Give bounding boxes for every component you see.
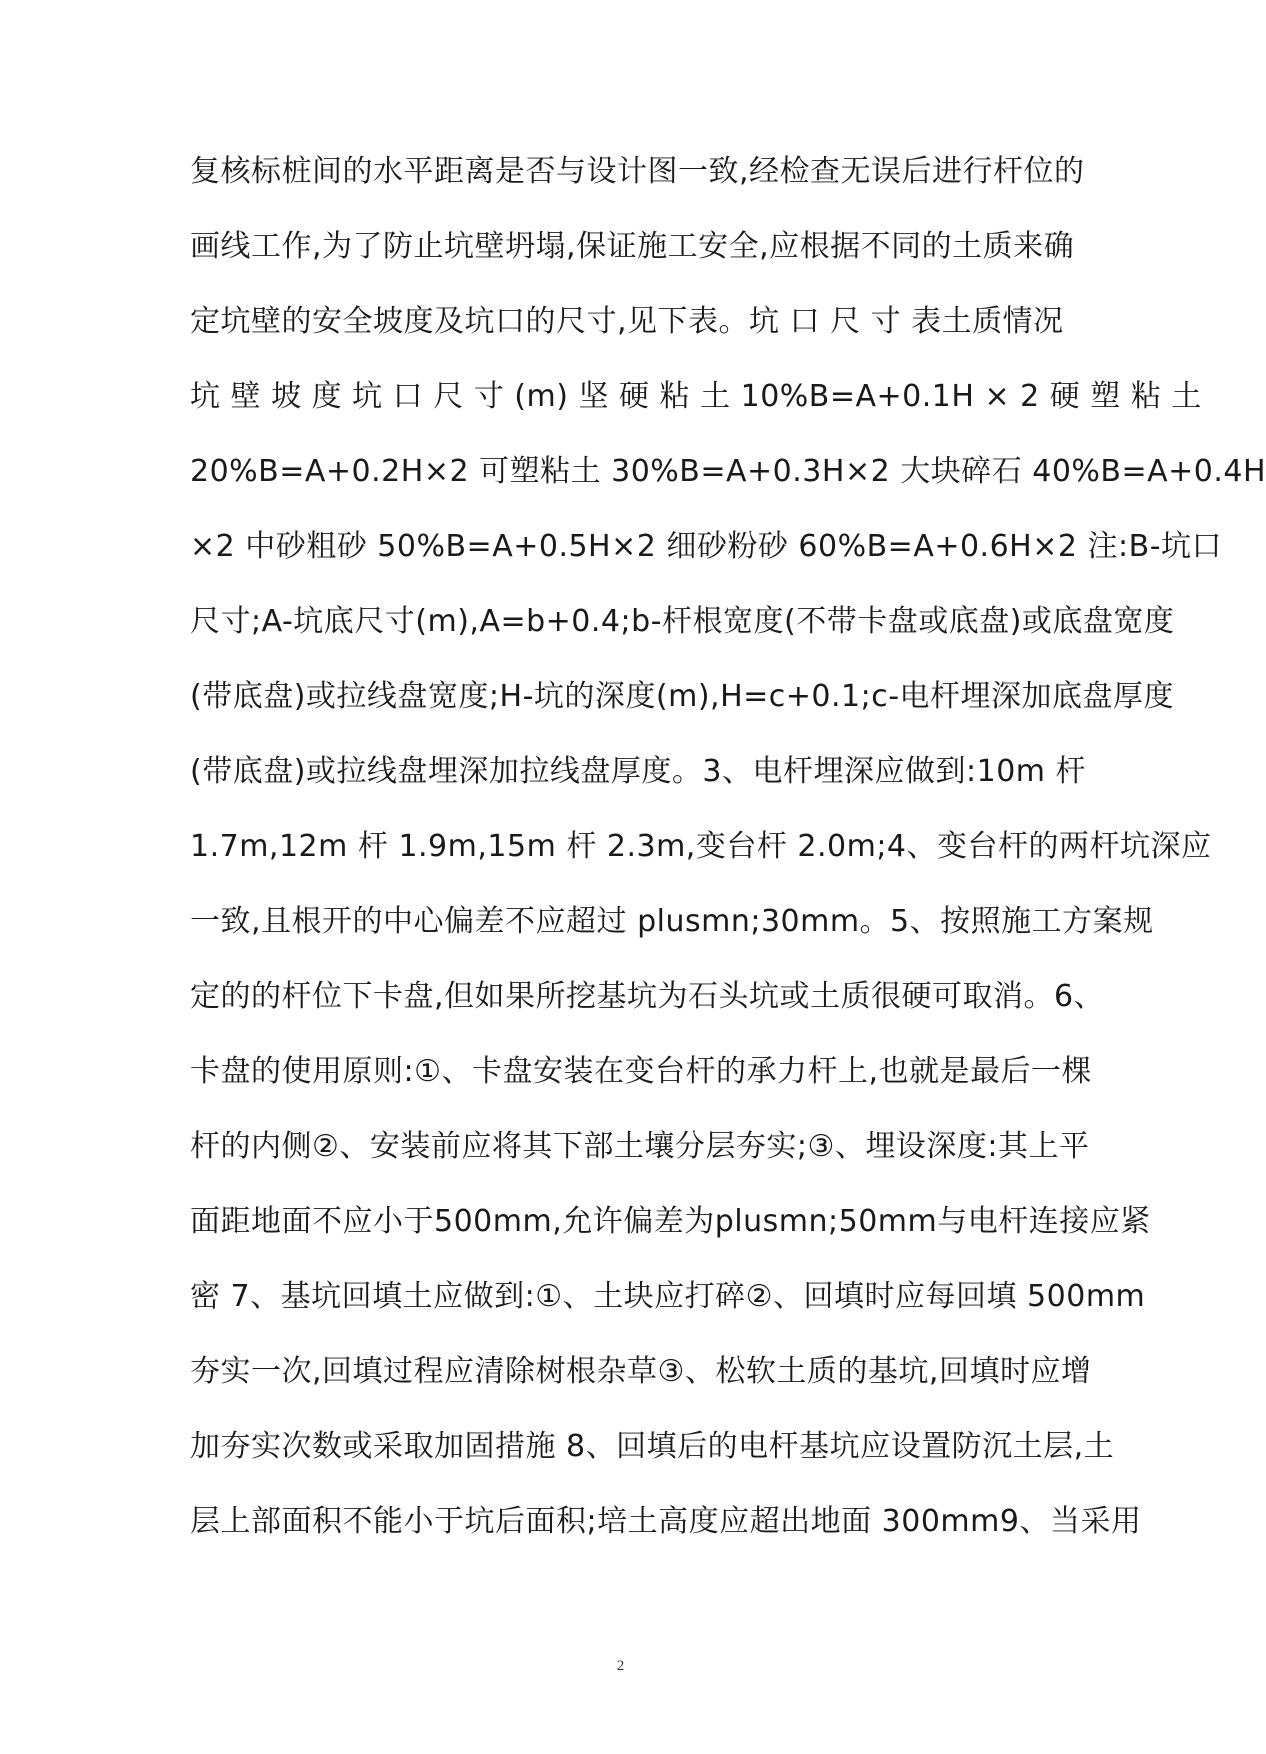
text-line: 1.7m,12m 杆 1.9m,15m 杆 2.3m,变台杆 2.0m;4、变台杆的两杆坑深应: [190, 829, 1212, 864]
text-line: 坑 壁 坡 度 坑 口 尺 寸 (m) 坚 硬 粘 土 10%B=A+0.1H × 2 硬 塑 粘 土: [190, 379, 1202, 414]
text-line: 尺寸;A-坑底尺寸(m),A=b+0.4;b-杆根宽度(不带卡盘或底盘)或底盘宽度: [190, 604, 1175, 639]
text-line: 夯实一次,回填过程应清除树根杂草③、松软土质的基坑,回填时应增: [190, 1354, 1092, 1389]
text-line: 层上部面积不能小于坑后面积;培土高度应超出地面 300mm9、当采用: [190, 1504, 1142, 1539]
text-line: (带底盘)或拉线盘宽度;H-坑的深度(m),H=c+0.1;c-电杆埋深加底盘厚度: [190, 679, 1175, 714]
text-line: (带底盘)或拉线盘埋深加拉线盘厚度。3、电杆埋深应做到:10m 杆: [190, 754, 1087, 789]
text-line: 杆的内侧②、安装前应将其下部土壤分层夯实;③、埋设深度:其上平: [190, 1129, 1090, 1164]
text-line: 画线工作,为了防止坑壁坍塌,保证施工安全,应根据不同的土质来确: [190, 229, 1075, 264]
text-line: 面距地面不应小于500mm,允许偏差为plusmn;50mm与电杆连接应紧: [190, 1204, 1151, 1239]
text-line: ×2 中砂粗砂 50%B=A+0.5H×2 细砂粉砂 60%B=A+0.6H×2 注:B-坑口: [190, 529, 1223, 564]
text-line: 一致,且根开的中心偏差不应超过 plusmn;30mm。5、按照施工方案规: [190, 904, 1154, 939]
text-line: 复核标桩间的水平距离是否与设计图一致,经检查无误后进行杆位的: [190, 154, 1085, 189]
text-line: 卡盘的使用原则:①、卡盘安装在变台杆的承力杆上,也就是最后一棵: [190, 1054, 1093, 1089]
text-line: 加夯实次数或采取加固措施 8、回填后的电杆基坑应设置防沉土层,土: [190, 1429, 1115, 1464]
body-text: [190, 134, 1266, 1559]
text-line: 20%B=A+0.2H×2 可塑粘土 30%B=A+0.3H×2 大块碎石 40%B=A+0.4H: [190, 454, 1266, 489]
text-line: 定坑壁的安全坡度及坑口的尺寸,见下表。坑 口 尺 寸 表土质情况: [190, 304, 1064, 339]
text-line: 定的的杆位下卡盘,但如果所挖基坑为石头坑或土质很硬可取消。6、: [190, 979, 1105, 1014]
text-line: 密 7、基坑回填土应做到:①、土块应打碎②、回填时应每回填 500mm: [190, 1279, 1146, 1314]
page-number: 2: [616, 1658, 625, 1674]
